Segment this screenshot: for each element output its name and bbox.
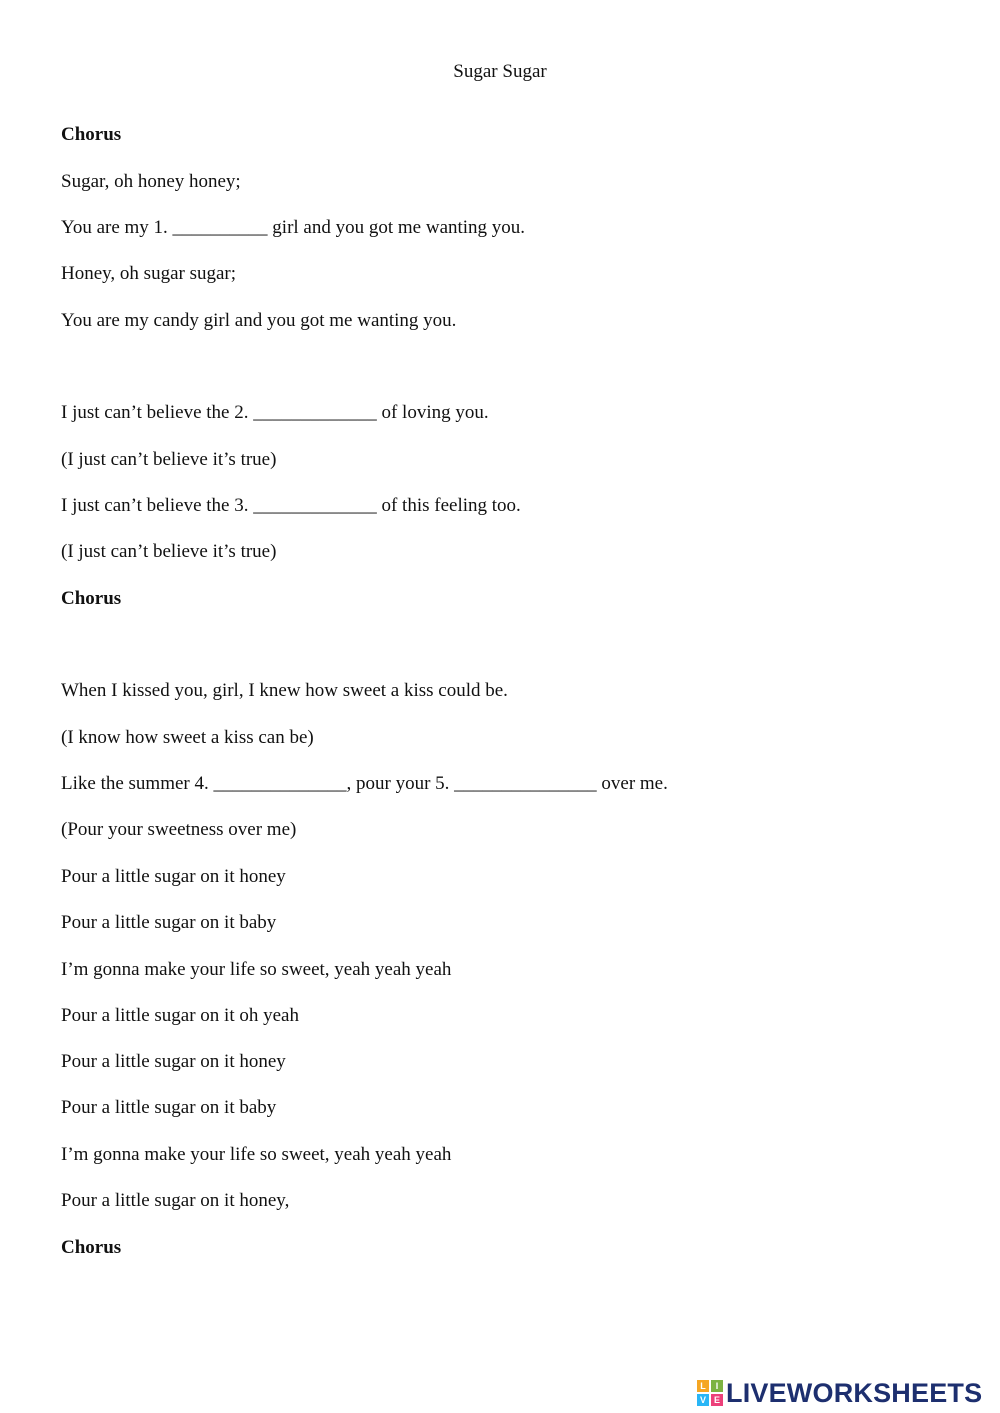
lyric-line: (I just can’t believe it’s true) [61,449,277,470]
lyric-line: Honey, oh sugar sugar; [61,263,237,284]
lyric-line: Pour a little sugar on it honey [61,866,286,887]
lyric-line: Pour a little sugar on it oh yeah [61,1005,299,1026]
logo-tile-l: L [697,1380,709,1392]
lyric-line-blank-4-5: Like the summer 4. ______________, pour your 5. _______________ over me. [61,773,668,794]
lyric-line: You are my candy girl and you got me wanting you. [61,310,457,331]
liveworksheets-logo-icon [697,1380,723,1406]
lyric-line: (I know how sweet a kiss can be) [61,727,314,748]
lyric-line: Pour a little sugar on it honey, [61,1190,290,1211]
lyric-line: Pour a little sugar on it honey [61,1051,286,1072]
lyric-line: When I kissed you, girl, I knew how sweet a kiss could be. [61,680,508,701]
logo-tile-v: V [697,1394,709,1406]
brand-wordmark: LIVEWORKSHEETS [726,1378,983,1408]
lyric-line-blank-1: You are my 1. __________ girl and you got me wanting you. [61,217,526,238]
liveworksheets-branding [697,1377,982,1409]
lyric-line: Pour a little sugar on it baby [61,912,277,933]
chorus-heading-2: Chorus [61,588,122,609]
lyric-line-blank-2: I just can’t believe the 2. _____________ of loving you. [61,402,489,423]
lyric-line: I’m gonna make your life so sweet, yeah yeah yeah [61,959,452,980]
page-title: Sugar Sugar [453,61,547,82]
chorus-heading-3: Chorus [61,1237,122,1258]
chorus-heading-1: Chorus [61,124,122,145]
logo-tile-e: E [711,1394,723,1406]
lyric-line: (Pour your sweetness over me) [61,819,297,840]
lyric-line: Sugar, oh honey honey; [61,171,241,192]
lyric-line-blank-3: I just can’t believe the 3. _____________ of this feeling too. [61,495,521,516]
lyric-line: (I just can’t believe it’s true) [61,541,277,562]
lyric-line: I’m gonna make your life so sweet, yeah yeah yeah [61,1144,452,1165]
logo-tile-i: I [711,1380,723,1392]
lyric-line: Pour a little sugar on it baby [61,1097,277,1118]
